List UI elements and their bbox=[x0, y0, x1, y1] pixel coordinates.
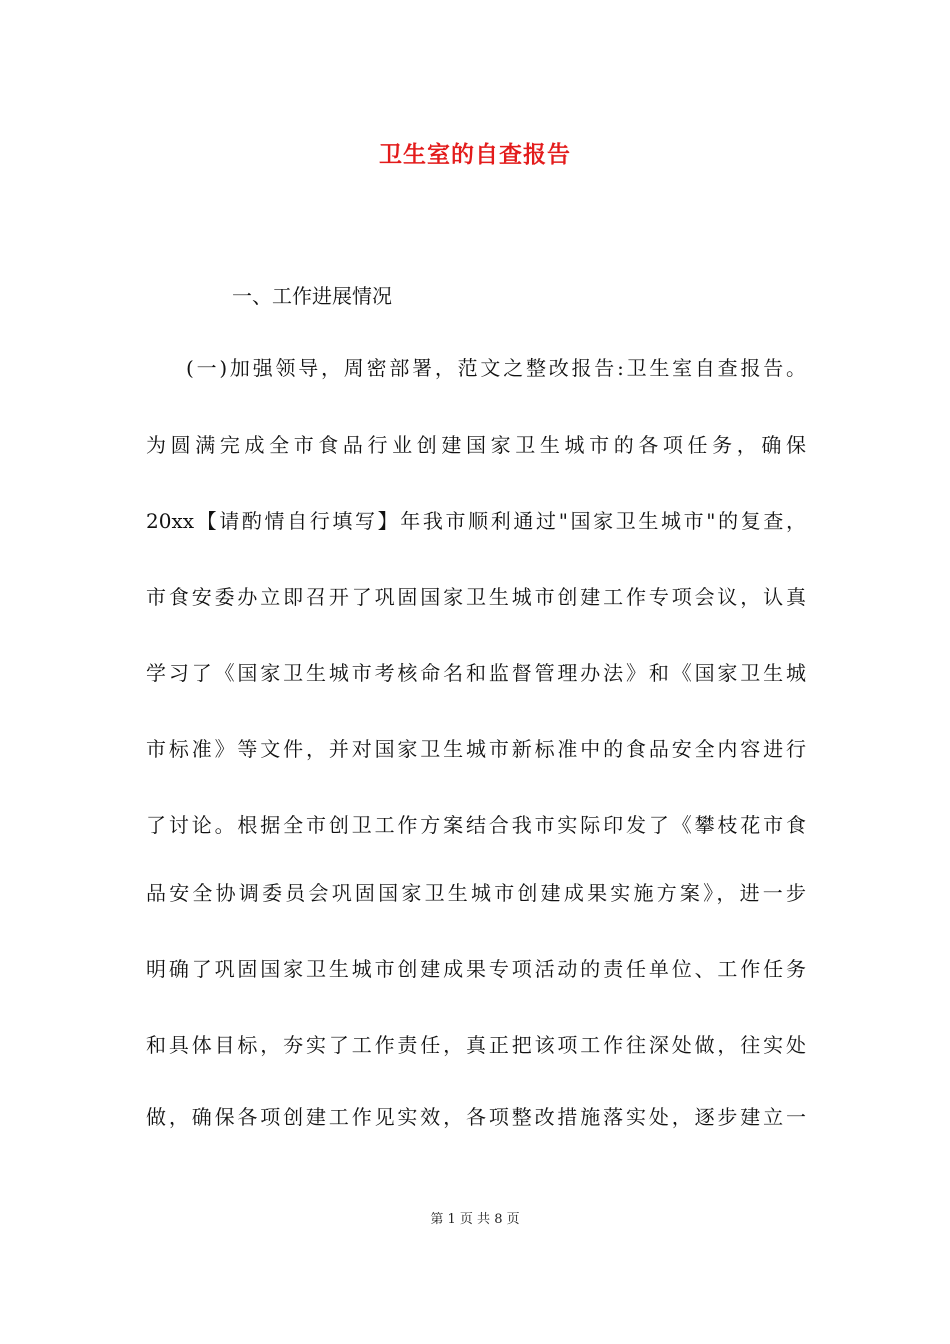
paragraph-line: 品安全协调委员会巩固国家卫生城市创建成果实施方案》，进一步 bbox=[146, 881, 806, 905]
paragraph-line: 明确了巩固国家卫生城市创建成果专项活动的责任单位、工作任务 bbox=[146, 957, 806, 981]
paragraph-line: 市标准》等文件，并对国家卫生城市新标准中的食品安全内容进行 bbox=[146, 737, 806, 761]
paragraph-line: 20xx【请酌情自行填写】年我市顺利通过"国家卫生城市"的复查， bbox=[146, 509, 806, 533]
paragraph-line: 做，确保各项创建工作见实效，各项整改措施落实处，逐步建立一 bbox=[146, 1105, 806, 1129]
page-footer: 第 1 页 共 8 页 bbox=[430, 1212, 520, 1227]
paragraph-line: 和具体目标，夯实了工作责任，真正把该项工作往深处做，往实处 bbox=[146, 1033, 806, 1057]
paragraph-line: 了讨论。根据全市创卫工作方案结合我市实际印发了《攀枝花市食 bbox=[146, 813, 806, 837]
paragraph-line: 市食安委办立即召开了巩固国家卫生城市创建工作专项会议，认真 bbox=[146, 585, 806, 609]
paragraph-line: (一)加强领导，周密部署，范文之整改报告:卫生室自查报告。 bbox=[186, 356, 806, 380]
paragraph-line: 学习了《国家卫生城市考核命名和监督管理办法》和《国家卫生城 bbox=[146, 661, 806, 685]
document-title: 卫生室的自查报告 bbox=[379, 142, 571, 168]
paragraph-line: 为圆满完成全市食品行业创建国家卫生城市的各项任务，确保 bbox=[146, 433, 806, 457]
section-heading: 一、工作进展情况 bbox=[232, 284, 392, 308]
